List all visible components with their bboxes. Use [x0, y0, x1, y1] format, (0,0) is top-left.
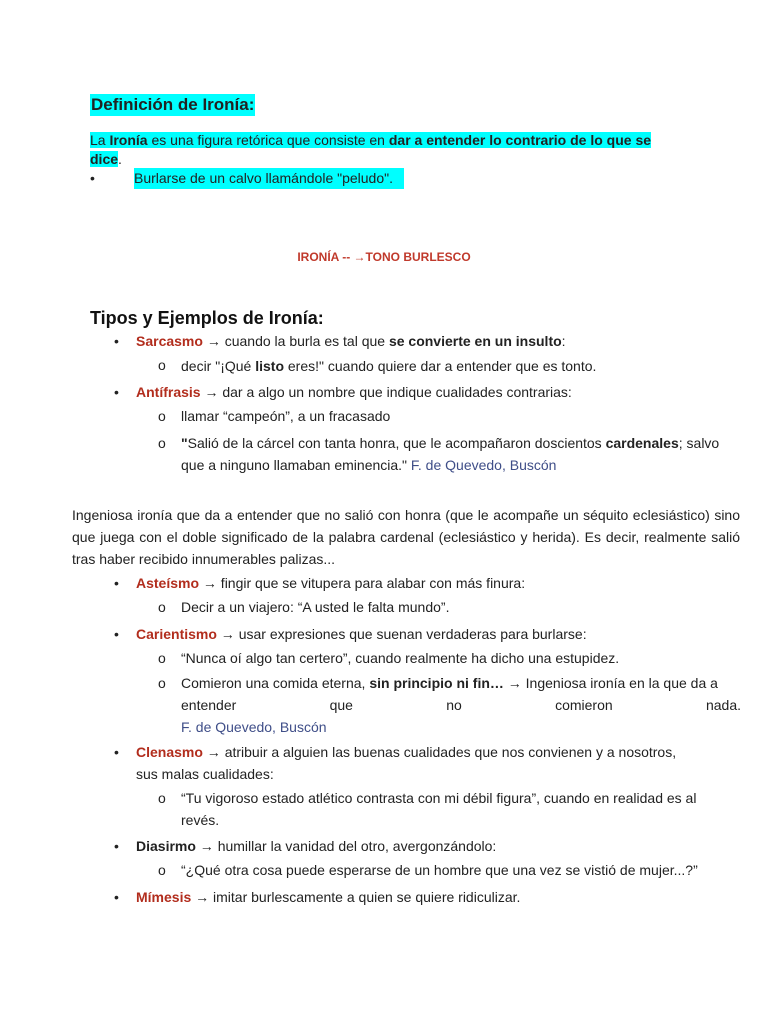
bullet-circle: o	[158, 408, 166, 424]
definition-title: Definición de Ironía:	[91, 95, 255, 114]
bullet-circle: o	[158, 599, 166, 615]
bullet-disc: •	[114, 384, 119, 400]
item-clenasmo: Clenasmo → atribuir a alguien las buenas cualidades que nos convienen y a nosotros, sus malas cualidades:	[136, 744, 677, 782]
item-carientismo: Carientismo → usar expresiones que suenan verdaderas para burlarse:	[136, 626, 587, 642]
bullet-disc: •	[90, 170, 95, 186]
definition-text: La Ironía es una figura retórica que consiste en dar a entender lo contrario de lo que se dice.	[90, 132, 652, 167]
explanation-paragraph: Ingeniosa ironía que da a entender que no salió con honra (que le acompañe un séquito eclesiástico) sino que juega con el doble significado de la palabra cardenal (eclesiástico y herida). Es decir, realmente salió tras haber recibido innumerables palizas...	[72, 507, 740, 567]
antifrasis-example-1: llamar “campeón”, a un fracasado	[181, 408, 391, 424]
bullet-circle: o	[158, 650, 166, 666]
types-title: Tipos y Ejemplos de Ironía:	[90, 308, 324, 328]
bullet-disc: •	[114, 744, 119, 760]
sarcasmo-example: decir "¡Qué listo eres!" cuando quiere dar a entender que es tonto.	[181, 358, 597, 374]
item-sarcasmo: Sarcasmo → cuando la burla es tal que se convierte en un insulto:	[136, 333, 566, 349]
bullet-disc: •	[114, 333, 119, 349]
carientismo-example-1: “Nunca oí algo tan certero”, cuando realmente ha dicho una estupidez.	[181, 650, 620, 666]
carientismo-example-2: Comieron una comida eterna, sin principio ni fin… → Ingeniosa ironía en la que da a entender que no comieron nada. F. de Quevedo, Buscón	[181, 675, 741, 735]
item-antifrasis: Antífrasis → dar a algo un nombre que indique cualidades contrarias:	[136, 384, 572, 400]
banner: IRONÍA -- →TONO BURLESCO	[297, 250, 471, 264]
bullet-disc: •	[114, 889, 119, 905]
bullet-circle: o	[158, 357, 166, 373]
asteismo-example: Decir a un viajero: “A usted le falta mundo”.	[181, 599, 450, 615]
diasirmo-example: “¿Qué otra cosa puede esperarse de un hombre que una vez se vistió de mujer...?”	[181, 862, 698, 878]
item-mimesis: Mímesis → imitar burlescamente a quien se quiere ridiculizar.	[136, 889, 521, 905]
bullet-circle: o	[158, 862, 166, 878]
clenasmo-example: “Tu vigoroso estado atlético contrasta con mi débil figura”, cuando en realidad es al revés.	[181, 790, 697, 828]
definition-example: Burlarse de un calvo llamándole "peludo".	[134, 168, 404, 189]
item-asteismo: Asteísmo → fingir que se vitupera para alabar con más finura:	[136, 575, 526, 591]
bullet-circle: o	[158, 675, 166, 691]
bullet-circle: o	[158, 790, 166, 806]
item-diasirmo: Diasirmo → humillar la vanidad del otro, avergonzándolo:	[136, 838, 497, 854]
bullet-disc: •	[114, 575, 119, 591]
antifrasis-example-2: "Salió de la cárcel con tanta honra, que le acompañaron doscientos cardenales; salvo que a ninguno llamaban eminencia." F. de Quevedo, Buscón	[181, 435, 720, 473]
bullet-circle: o	[158, 435, 166, 451]
bullet-disc: •	[114, 838, 119, 854]
bullet-disc: •	[114, 626, 119, 642]
